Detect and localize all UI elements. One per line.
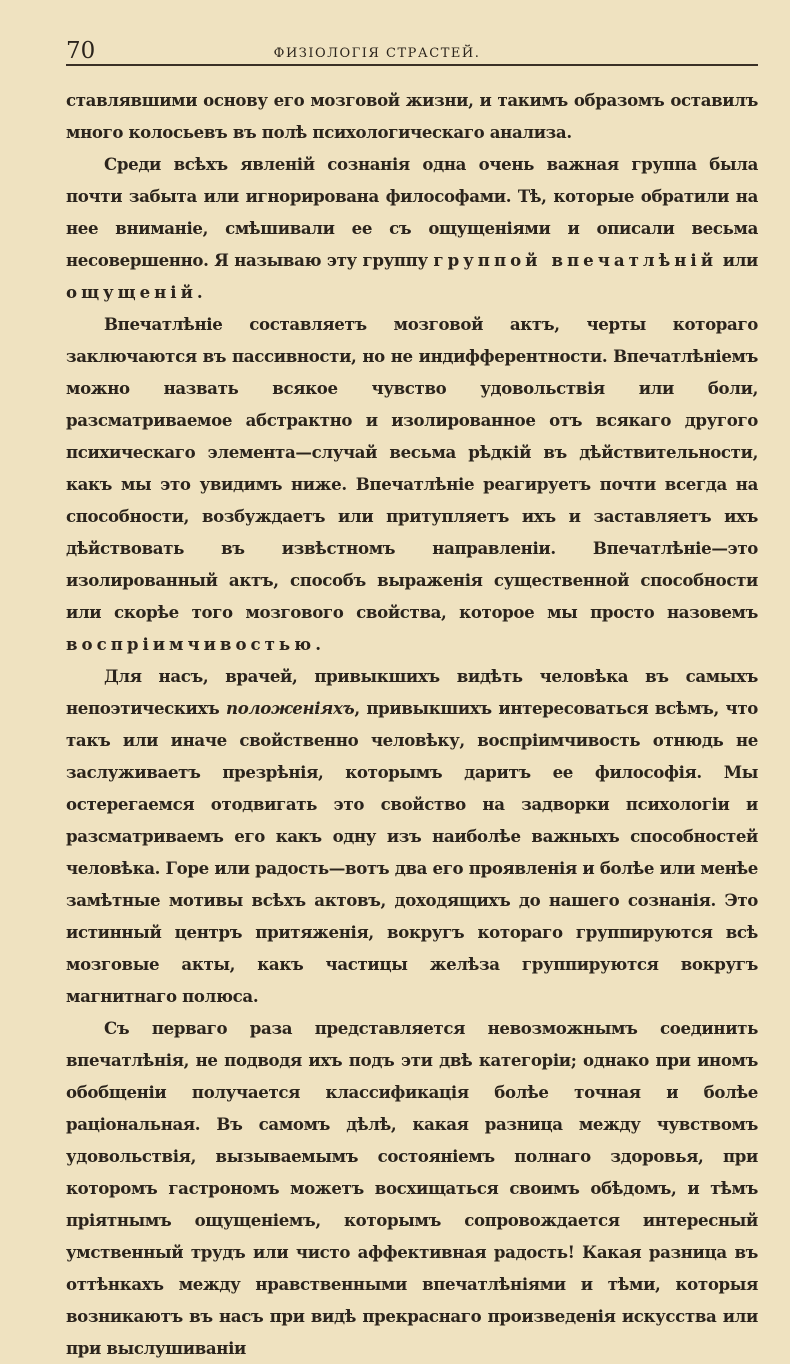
paragraph-text: Для насъ, врачей, привыкшихъ видѣть человѣка въ самыхъ непоэтическихъ [66, 666, 758, 718]
spaced-term: воспріимчивостью [66, 634, 316, 654]
spaced-term: группой впечатлѣній [433, 250, 718, 270]
paragraph-text: или [717, 250, 759, 270]
paragraph-text: . [196, 282, 203, 302]
paragraph-text: Впечатлѣніе составляетъ мозговой актъ, черты котораго заключаются въ пассивности, но не индифферентности. Впечатлѣніемъ можно назвать всякое чувство удовольствія или боли, разсматриваемое абстрактно и изолированное отъ всякаго другого психическаго элемента—случай весьма рѣдкій въ дѣйствительности, какъ мы это увидимъ ниже. Впечатлѣніе реагируетъ почти всегда на способности, возбуждаетъ или притупляетъ ихъ и заставляетъ ихъ дѣйствовать въ извѣстномъ направленіи. Впечатлѣніе—это изолированный актъ, способъ выраженія существенной способности или скорѣе того мозгового свойства, которое мы просто назовемъ [66, 314, 758, 622]
page-header [66, 38, 758, 66]
body-text [66, 84, 758, 1364]
paragraph-text: . [315, 634, 321, 654]
running-head: ФИЗІОЛОГІЯ СТРАСТЕЙ. [273, 46, 481, 61]
italic-term: положеніяхъ [226, 698, 355, 718]
paragraph-text: Среди всѣхъ явленій сознанія одна очень важная группа была почти забыта или игнорирована философами. Тѣ, которые обратили на нее вниманіе, смѣшивали ее съ ощущеніями и описали весьма несовершенно. Я называю эту группу [66, 154, 758, 270]
paragraph-text: Съ перваго раза представляется невозможнымъ соединить впечатлѣнія, не подводя ихъ подъ эти двѣ категоріи; однако при иномъ обобщеніи получается классификація болѣе точная и болѣе раціональная. Въ самомъ дѣлѣ, какая разница между чувствомъ удовольствія, вызываемымъ состояніемъ полнаго здоровья, при которомъ гастрономъ можетъ восхищаться своимъ обѣдомъ, и тѣмъ пріятнымъ ощущеніемъ, которымъ сопровождается интересный умственный трудъ или чисто аффективная радость! Какая разница въ оттѣнкахъ между нравственными впечатлѣніями и тѣми, которыя возникаютъ въ насъ при видѣ прекраснаго произведенія искусства или при выслушиваніи [66, 1018, 758, 1358]
paragraph-0 [66, 84, 758, 148]
paragraph-2 [66, 308, 758, 660]
paragraph-text: ставлявшими основу его мозговой жизни, и такимъ образомъ оставилъ много колосьевъ въ полѣ психологическаго анализа. [66, 90, 758, 142]
spaced-term: ощущеній [66, 282, 197, 302]
page-number: 70 [66, 38, 96, 64]
paragraph-3 [66, 660, 758, 1012]
paragraph-4 [66, 1012, 758, 1364]
paragraph-1 [66, 148, 758, 308]
paragraph-text: , привыкшихъ интересоваться всѣмъ, что такъ или иначе свойственно человѣку, воспріимчивость отнюдь не заслуживаетъ презрѣнія, которымъ даритъ ее философія. Мы остерегаемся отодвигать это свойство на задворки психологіи и разсматриваемъ его какъ одну изъ наиболѣе важныхъ способностей человѣка. Горе или радость—вотъ два его проявленія и болѣе или менѣе замѣтные мотивы всѣхъ актовъ, доходящихъ до нашего сознанія. Это истинный центръ притяженія, вокругъ котораго группируются всѣ мозговые акты, какъ частицы желѣза группируются вокругъ магнитнаго полюса. [66, 698, 758, 1006]
